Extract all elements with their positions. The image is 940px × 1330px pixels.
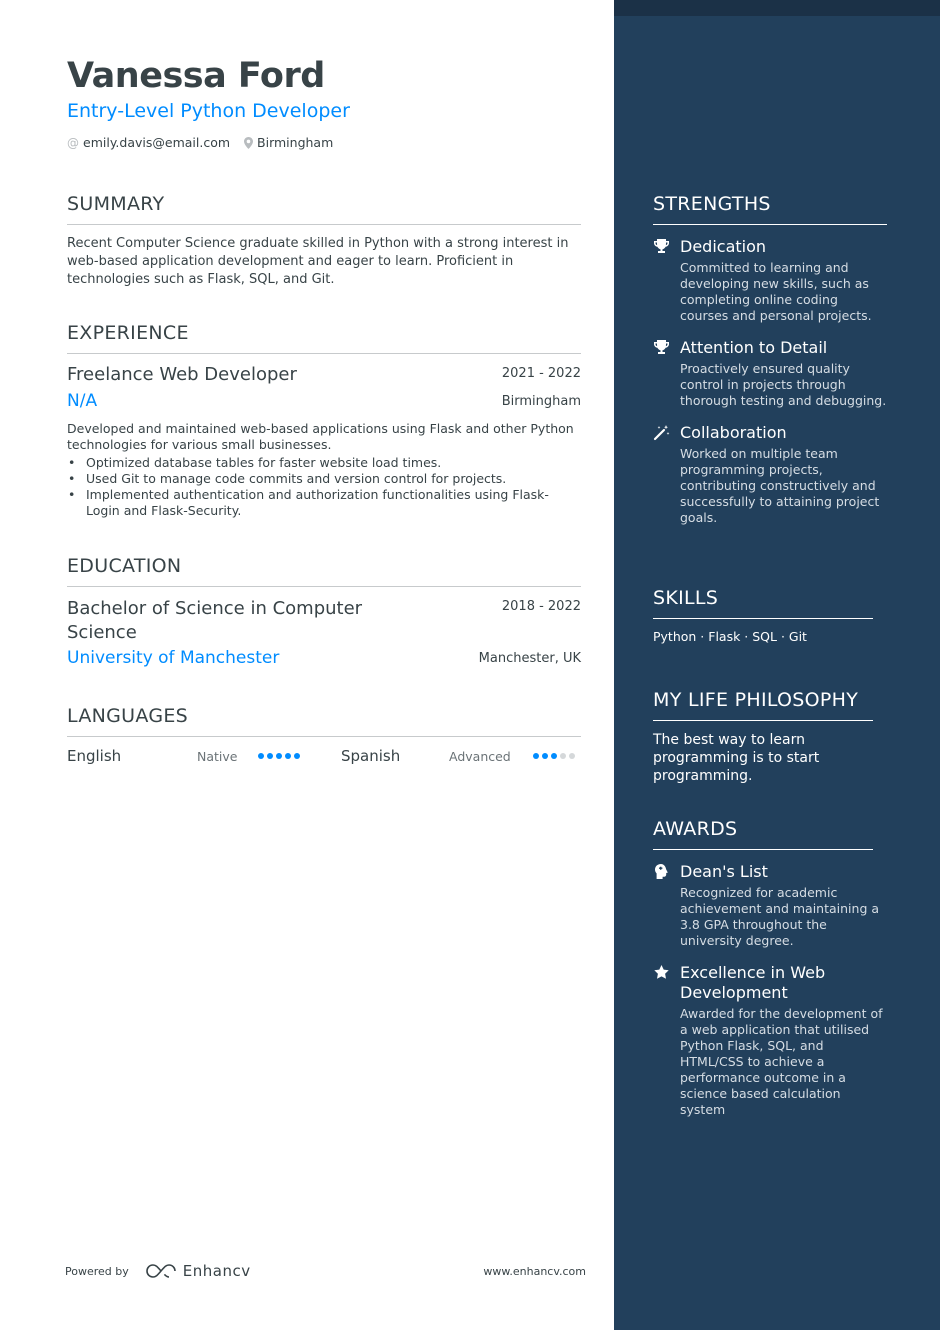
rating-dot-filled	[294, 753, 300, 759]
section-title: MY LIFE PHILOSOPHY	[653, 689, 859, 711]
award-item	[653, 862, 887, 949]
skills-list: Python · Flask · SQL · Git	[653, 629, 807, 644]
section-divider	[653, 618, 873, 619]
section-divider	[653, 849, 873, 850]
section-title: SKILLS	[653, 587, 719, 609]
language-item	[67, 747, 307, 765]
head-brain-icon	[653, 862, 680, 949]
star-icon	[653, 963, 680, 1118]
language-item	[341, 747, 575, 765]
section-title: AWARDS	[653, 818, 738, 840]
section-divider	[67, 353, 581, 354]
language-rating	[533, 753, 575, 759]
section-divider	[653, 224, 887, 225]
school-name: University of Manchester	[67, 648, 280, 668]
rating-dot-empty	[560, 753, 566, 759]
brand-name: Enhancv	[182, 1262, 251, 1280]
section-title: SUMMARY	[67, 193, 165, 215]
at-sign-icon: @	[67, 135, 79, 150]
website-link[interactable]: www.enhancv.com	[483, 1264, 586, 1278]
strength-title: Attention to Detail	[680, 338, 828, 357]
location-pin-icon	[244, 137, 253, 149]
award-description: Awarded for the development of a web application that utilised Python Flask, SQL, and HTML/CSS to achieve a performance outcome in a science based calculation system	[680, 1006, 883, 1117]
section-divider	[67, 736, 581, 737]
school-location: Manchester, UK	[478, 651, 581, 666]
language-level: Native	[197, 748, 238, 764]
award-description: Recognized for academic achievement and maintaining a 3.8 GPA throughout the university degree.	[680, 885, 880, 948]
contact-info	[67, 135, 333, 150]
enhancv-logo-icon	[145, 1263, 177, 1279]
strength-description: Committed to learning and developing new skills, such as completing online coding courses and personal projects.	[680, 260, 872, 323]
magic-wand-icon	[653, 423, 680, 526]
languages-section	[67, 705, 581, 765]
rating-dot-filled	[258, 753, 264, 759]
language-name: Spanish	[341, 747, 401, 765]
award-title: Excellence in Web Development	[680, 963, 826, 1002]
philosophy-text: The best way to learn programming is to start programming.	[653, 732, 820, 784]
list-item: • Used Git to manage code commits and version control for projects.	[67, 471, 581, 487]
section-divider	[67, 586, 581, 587]
section-title: EXPERIENCE	[67, 322, 189, 344]
sidebar	[614, 0, 940, 1330]
education-entry	[67, 597, 581, 668]
powered-by	[65, 1262, 251, 1280]
job-description: Developed and maintained web-based applications using Flask and other Python technologies for various small businesses.	[67, 421, 574, 452]
rating-dot-filled	[542, 753, 548, 759]
rating-dot-filled	[285, 753, 291, 759]
rating-dot-filled	[551, 753, 557, 759]
company-name: N/A	[67, 391, 98, 411]
strength-description: Proactively ensured quality control in projects through thorough testing and debugging.	[680, 361, 887, 408]
language-rating	[258, 753, 300, 759]
strength-item	[653, 338, 887, 409]
education-section	[67, 555, 581, 668]
contact-email[interactable]	[67, 135, 230, 150]
degree-title: Bachelor of Science in Computer Science	[67, 598, 363, 643]
trophy-icon	[653, 338, 680, 409]
strength-title: Dedication	[680, 237, 767, 256]
job-title: Freelance Web Developer	[67, 364, 297, 385]
summary-section	[67, 193, 581, 289]
location-text: Birmingham	[257, 135, 334, 150]
award-item	[653, 963, 887, 1118]
footer	[65, 1262, 586, 1280]
list-item: • Optimized database tables for faster website load times.	[67, 455, 581, 471]
job-location: Birmingham	[501, 394, 581, 409]
language-level: Advanced	[449, 748, 511, 764]
job-date: 2021 - 2022	[501, 366, 581, 381]
powered-by-label: Powered by	[65, 1264, 129, 1278]
section-title: LANGUAGES	[67, 705, 189, 727]
rating-dot-filled	[276, 753, 282, 759]
experience-section	[67, 322, 581, 519]
job-bullets	[67, 455, 581, 519]
strength-item	[653, 237, 887, 324]
languages-list	[67, 747, 581, 765]
brand-logo[interactable]	[145, 1262, 251, 1280]
experience-entry	[67, 364, 581, 519]
candidate-role: Entry-Level Python Developer	[67, 100, 350, 122]
awards-section	[653, 818, 887, 1118]
strengths-section	[653, 193, 887, 526]
candidate-name: Vanessa Ford	[67, 56, 325, 96]
trophy-icon	[653, 237, 680, 324]
education-date: 2018 - 2022	[501, 599, 581, 614]
strength-item	[653, 423, 887, 526]
summary-text: Recent Computer Science graduate skilled in Python with a strong interest in web-based application development and eager to learn. Proficient in technologies such as Flask, SQL, and Git.	[67, 236, 569, 287]
section-title: STRENGTHS	[653, 193, 771, 215]
email-text: emily.davis@email.com	[83, 135, 231, 150]
section-title: EDUCATION	[67, 555, 182, 577]
rating-dot-filled	[533, 753, 539, 759]
rating-dot-empty	[569, 753, 575, 759]
section-divider	[67, 224, 581, 225]
section-divider	[653, 720, 873, 721]
contact-location	[244, 135, 333, 150]
strength-description: Worked on multiple team programming projects, contributing constructively and successfully to attaining project goals.	[680, 446, 880, 525]
award-title: Dean's List	[680, 862, 768, 881]
sidebar-top-band	[614, 0, 940, 16]
language-name: English	[67, 747, 122, 765]
skills-section	[653, 587, 873, 644]
rating-dot-filled	[267, 753, 273, 759]
list-item: • Implemented authentication and authorization functionalities using Flask-Login and Flask-Security.	[67, 487, 581, 519]
philosophy-section	[653, 689, 873, 785]
strength-title: Collaboration	[680, 423, 787, 442]
